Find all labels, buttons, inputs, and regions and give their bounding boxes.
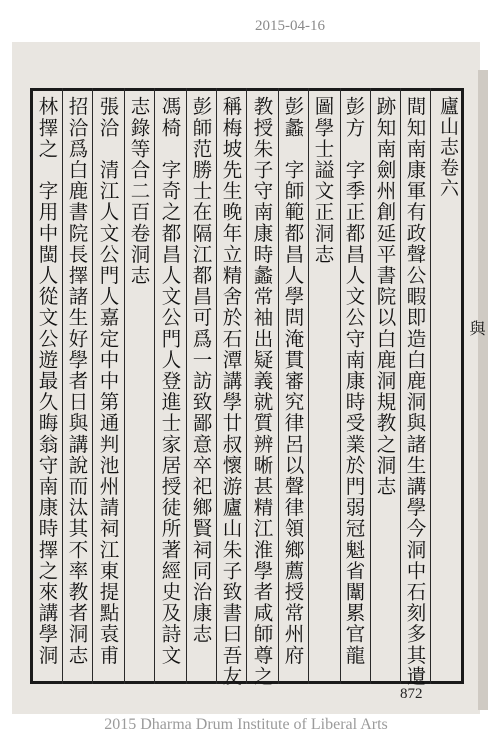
- text-column-11: 張洽 清江人文公門人嘉定中中第通判池州請祠江東提點袁甫: [96, 96, 120, 666]
- date-stamp: 2015-04-16: [255, 18, 325, 34]
- text-column-12: 招洽爲白鹿書院長擇諸生好學者日與講說而汰其不率教者洞志: [65, 96, 89, 666]
- text-column-13: 林擇之 字用中閩人從文公遊最久晦翁守南康時擇之來講學洞: [35, 96, 59, 666]
- text-column-9: 馮椅 字奇之都昌人文公門人登進士家居授徒所著經史及詩文: [158, 96, 182, 666]
- footer-watermark: 2015 Dharma Drum Institute of Liberal Arts: [104, 716, 388, 733]
- text-column-1: 間知南康軍有政聲公暇即造白鹿洞與諸生講學今洞中石刻多其遺: [403, 96, 427, 687]
- column-rule: [246, 88, 247, 684]
- column-rule: [154, 88, 155, 684]
- column-rule: [400, 88, 401, 684]
- header-column: [438, 96, 457, 199]
- header-char: 廬: [437, 96, 459, 117]
- page-number: 872: [400, 686, 423, 702]
- header-char: 山: [437, 116, 459, 137]
- header-char: 卷: [437, 157, 459, 178]
- column-rule: [62, 88, 63, 684]
- column-rule: [92, 88, 93, 684]
- column-rule: [216, 88, 217, 684]
- header-char: 志: [437, 137, 459, 158]
- column-rule: [430, 88, 431, 684]
- column-rule: [186, 88, 187, 684]
- column-rule: [124, 88, 125, 684]
- column-rule: [308, 88, 309, 684]
- column-rule: [370, 88, 371, 684]
- text-column-2: 跡知南劍州創延平書院以白鹿洞規教之洞志: [373, 96, 397, 497]
- text-column-10: 志錄等合二百卷洞志: [127, 96, 151, 286]
- text-column-4: 圖學士謚文正洞志: [311, 96, 335, 265]
- header-edge: 與: [467, 320, 486, 338]
- text-column-7: 稱梅坡先生晚年立精舍於石潭講學廿叔懷游廬山朱子致書曰吾友: [219, 96, 243, 687]
- text-column-6: 教授朱子守南康時蠡常袖出疑義就質辨晰甚精江淮學者咸師尊之: [250, 96, 274, 687]
- text-column-5: 彭蠡 字師範都昌人學問淹貫審究律呂以聲律領鄉薦授常州府: [281, 96, 305, 666]
- column-rule: [278, 88, 279, 684]
- column-rule: [340, 88, 341, 684]
- text-column-3: 彭方 字季正都昌人文公守南康時受業於門弱冠魁省闈累官龍: [342, 96, 366, 666]
- text-frame: [30, 88, 464, 684]
- header-char: 六: [437, 178, 459, 199]
- page-spine: [478, 70, 488, 710]
- text-column-8: 彭師范勝士在隔江都昌可爲一訪致鄙意卒祀鄉賢祠同治康志: [189, 96, 213, 645]
